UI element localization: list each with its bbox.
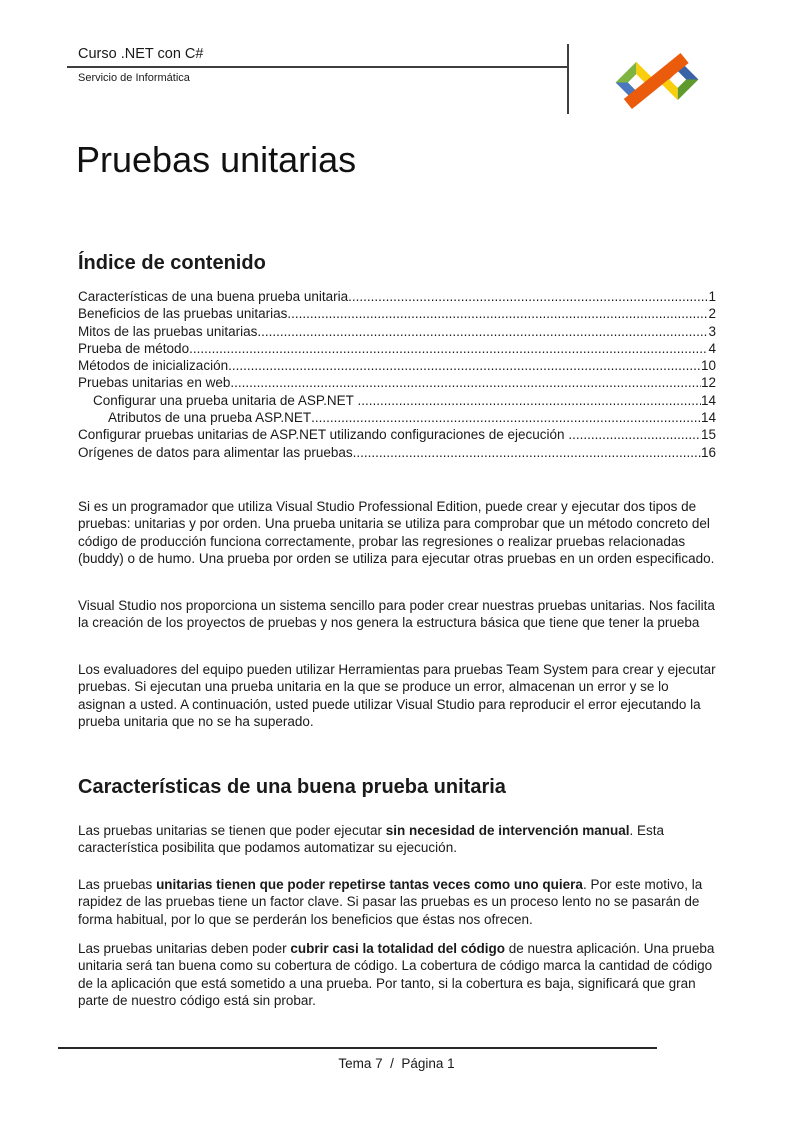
toc-leader-dots — [348, 288, 708, 305]
toc-entry[interactable] — [78, 444, 716, 461]
toc-entry[interactable] — [78, 392, 716, 409]
toc-entry[interactable] — [78, 323, 716, 340]
paragraph: Las pruebas unitarias deben poder cubrir casi la totalidad del código de nuestra aplicación. Una prueba unitaria será tan buena como su cobertura de código. La cobertura de código marca la cantidad de código de la aplicación que está sometido a una prueba. Por tanto, si la cobertura es baja, significará que gran parte de nuestro código está sin probar. — [78, 941, 715, 1008]
toc-entry[interactable] — [78, 305, 716, 322]
toc-entry-label: Mitos de las pruebas unitarias — [78, 323, 258, 339]
toc-entry[interactable] — [78, 426, 716, 443]
toc-leader-dots — [230, 374, 701, 391]
toc-entry[interactable] — [78, 409, 716, 426]
toc-entry-page: 3 — [708, 323, 716, 339]
header-course-title: Curso .NET con C# — [78, 46, 204, 62]
toc-entry-page: 10 — [700, 358, 716, 374]
header-rule — [67, 66, 568, 68]
paragraph: Los evaluadores del equipo pueden utilizar Herramientas para pruebas Team System para crear y ejecutar pruebas. Si ejecutan una prueba unitaria en la que se produce un error, almacenan un error y se lo asignan a usted. A continuación, usted puede utilizar Visual Studio para reproducir el error ejecutando la prueba unitaria que no se ha superado. — [78, 662, 716, 729]
header-department: Servicio de Informática — [78, 72, 190, 84]
toc-entry-label: Pruebas unitarias en web — [78, 375, 231, 391]
paragraph: Las pruebas unitarias tienen que poder repetirse tantas veces como uno quiera. Por este motivo, la rapidez de las pruebas tiene un factor clave. Si pasar las pruebas es un proceso lento no se pasarán de forma habitual, por lo que se perderán los beneficios que éstas nos ofrecen. — [78, 877, 703, 927]
toc-leader-dots — [287, 305, 708, 322]
toc-entry[interactable] — [78, 288, 716, 305]
visual-studio-logo-icon — [611, 50, 703, 112]
paragraph: Las pruebas unitarias se tienen que poder ejecutar sin necesidad de intervención manual. Esta característica posibilita que podamos automatizar su ejecución. — [78, 823, 665, 856]
toc-entry-label: Orígenes de datos para alimentar las pruebas — [78, 444, 353, 460]
header-vertical-divider — [567, 44, 569, 114]
toc-leader-dots — [357, 392, 701, 409]
toc-entry-label: Atributos de una prueba ASP.NET — [108, 410, 312, 426]
toc-entry[interactable] — [78, 357, 716, 374]
logo-ribbon-band — [624, 53, 689, 109]
toc-entry-page: 15 — [700, 427, 716, 443]
toc-entry-label: Prueba de método — [78, 340, 190, 356]
section-heading: Características de una buena prueba unitaria — [78, 776, 506, 798]
paragraph: Visual Studio nos proporciona un sistema sencillo para poder crear nuestras pruebas unitarias. Nos facilita la creación de los proyectos de pruebas y nos genera la estructura básica que tiene que tener la prueba — [78, 598, 715, 631]
footer-rule — [58, 1047, 657, 1049]
toc-entry-label: Beneficios de las pruebas unitarias — [78, 306, 288, 322]
toc-entry-label: Características de una buena prueba unitaria — [78, 289, 349, 304]
toc-leader-dots — [568, 426, 701, 443]
toc-entry-page: 2 — [708, 306, 716, 322]
toc-leader-dots — [257, 323, 708, 340]
toc-entry-page: 1 — [708, 289, 716, 304]
toc-entry[interactable] — [78, 340, 716, 357]
toc-entry-page: 12 — [700, 375, 716, 391]
toc-leader-dots — [311, 409, 701, 426]
toc-entry-page: 16 — [700, 444, 716, 460]
toc-heading: Índice de contenido — [78, 252, 266, 274]
toc-entry-label: Métodos de inicialización — [78, 358, 229, 374]
toc-entry-label: Configurar una prueba unitaria de ASP.NET — [93, 392, 358, 408]
footer-page-indicator: Tema 7 / Página 1 — [338, 1056, 455, 1071]
toc-entry-label: Configurar pruebas unitarias de ASP.NET utilizando configuraciones de ejecución — [78, 427, 569, 443]
page-title: Pruebas unitarias — [76, 139, 357, 180]
toc-entry-page: 14 — [700, 392, 716, 408]
table-of-contents — [78, 288, 716, 461]
toc-entry[interactable] — [78, 374, 716, 391]
toc-leader-dots — [189, 340, 708, 357]
toc-leader-dots — [228, 357, 701, 374]
paragraph: Si es un programador que utiliza Visual Studio Professional Edition, puede crear y ejecutar dos tipos de pruebas: unitarias y por orden. Una prueba unitaria se utiliza para comprobar que un método concreto del código de producción funciona correctamente, probar las regresiones o realizar pruebas relacionadas (buddy) o de humo. Una prueba por orden se utiliza para ejecutar otras pruebas en un orden especificado. — [78, 499, 715, 566]
toc-entry-page: 14 — [700, 410, 716, 426]
toc-entry-page: 4 — [708, 340, 716, 356]
toc-leader-dots — [353, 444, 701, 461]
